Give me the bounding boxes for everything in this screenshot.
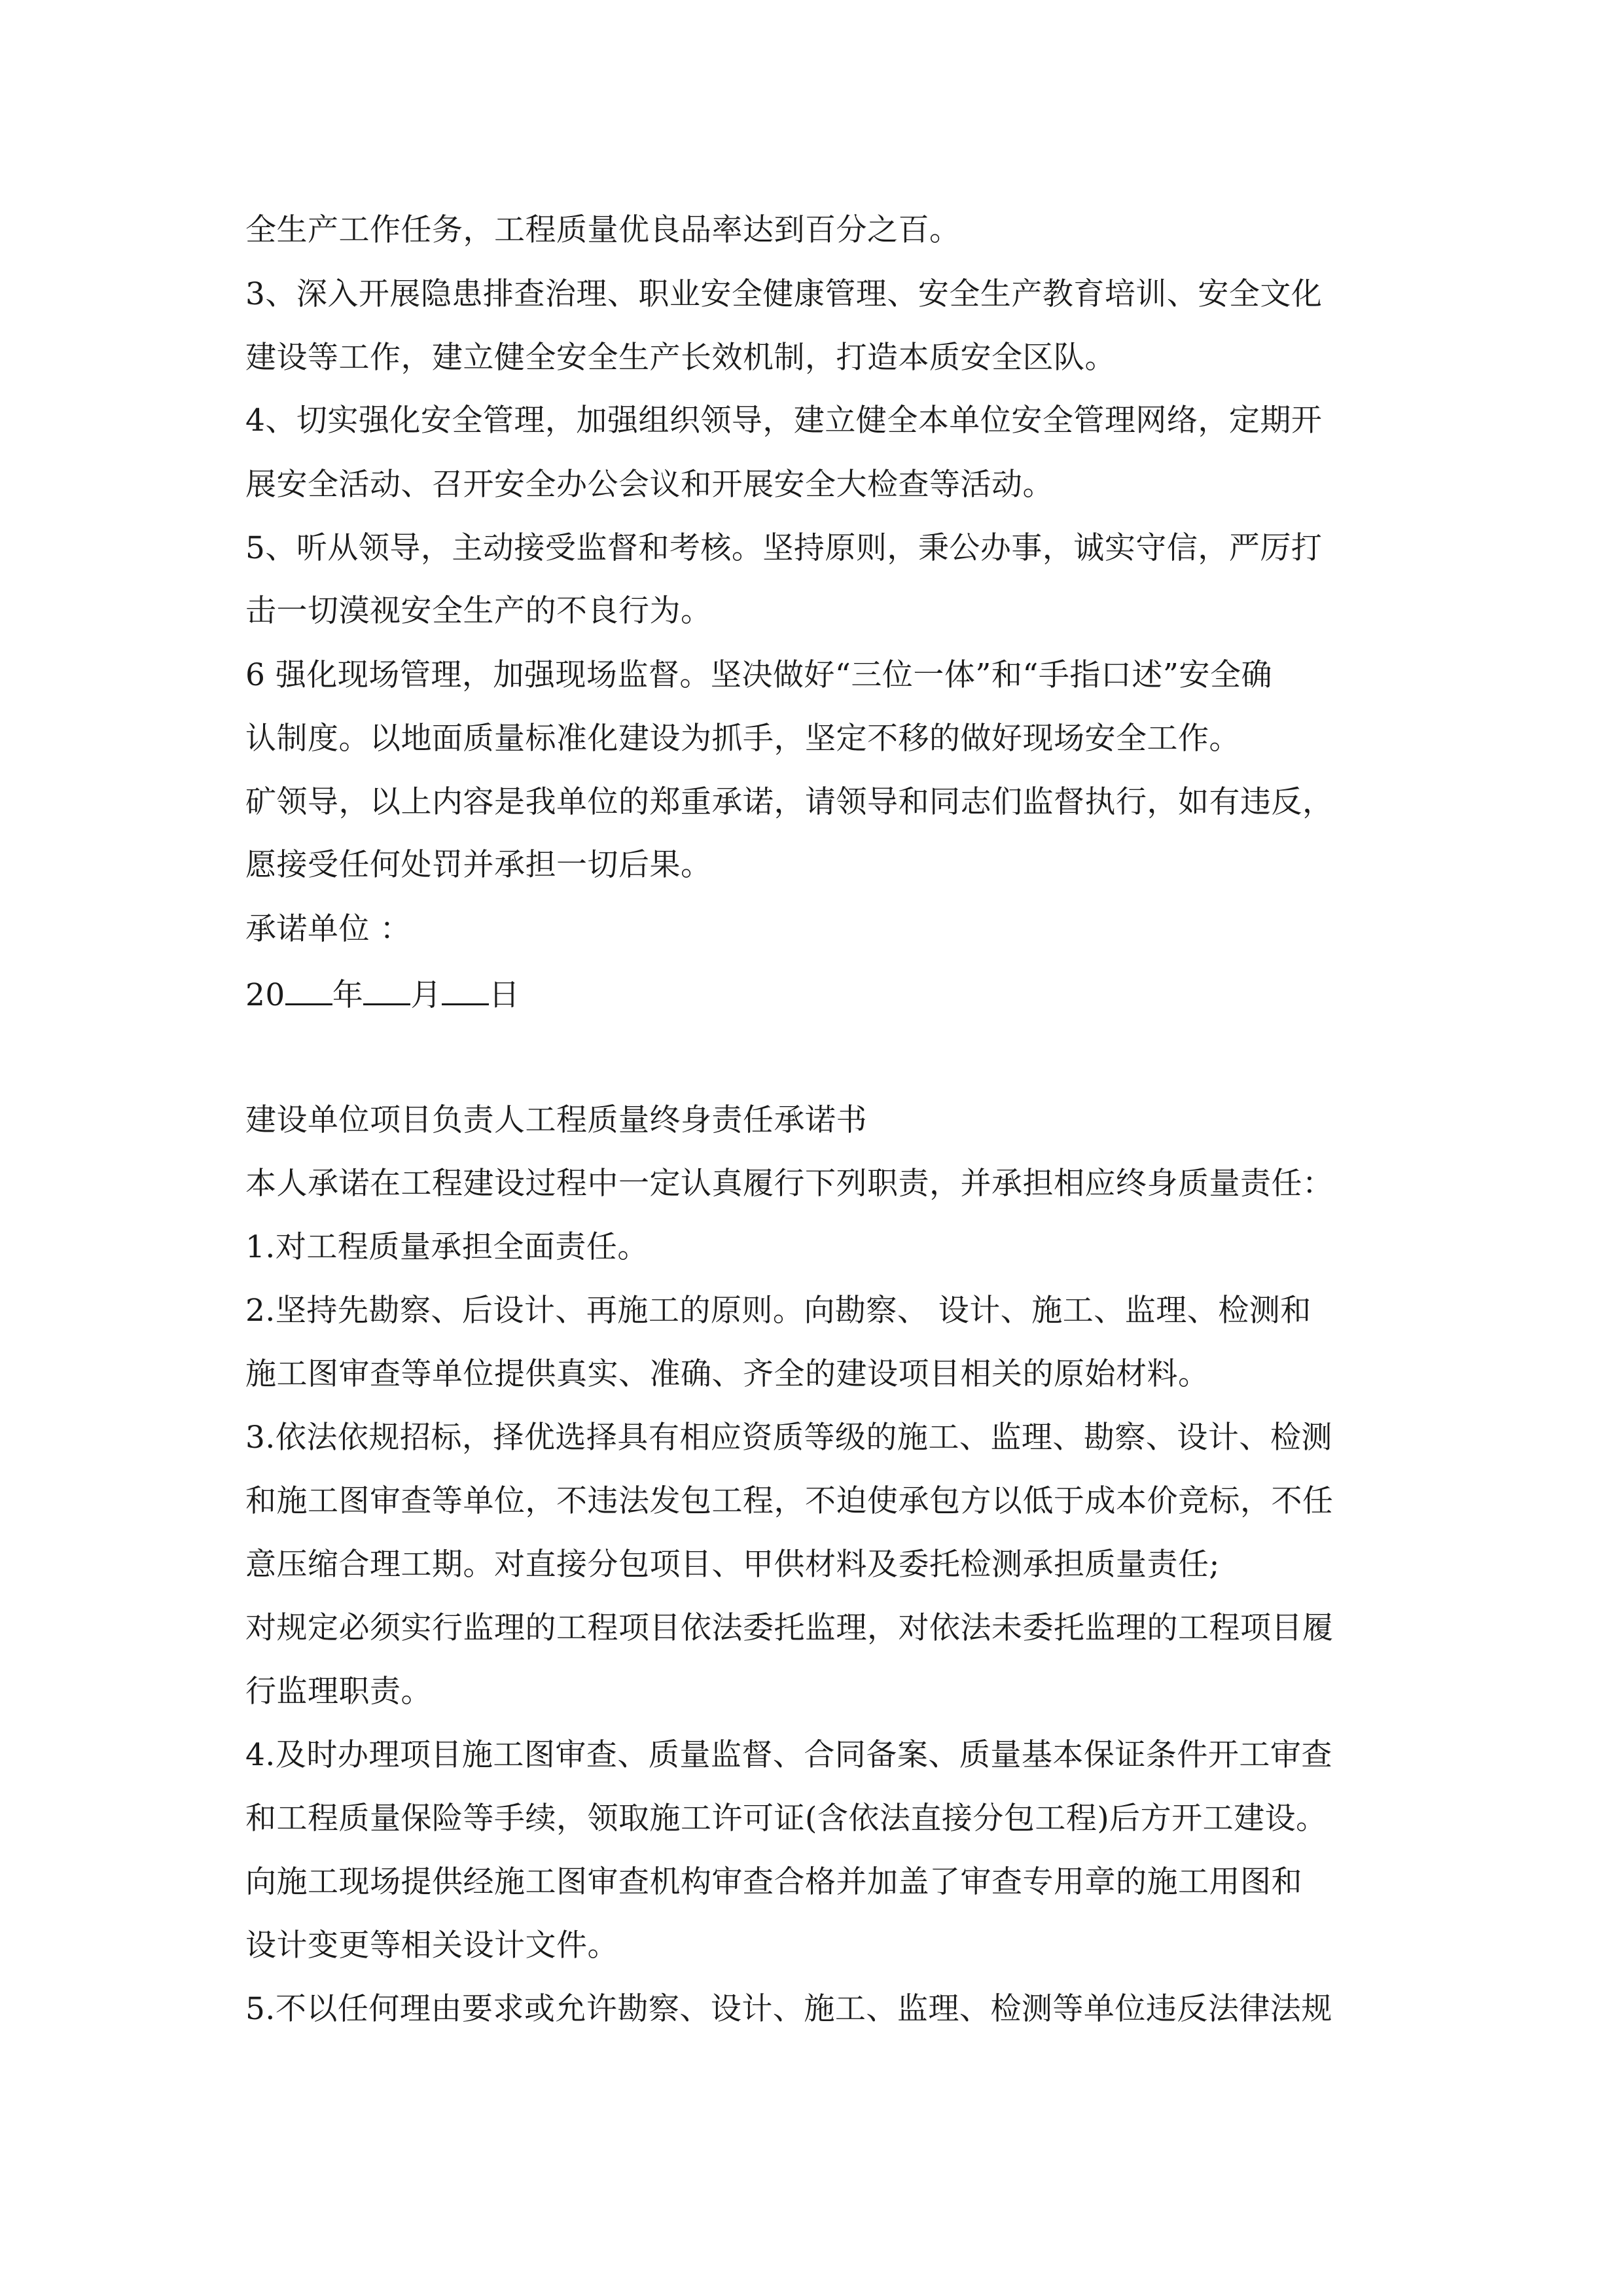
paragraph-line: 矿领导，以上内容是我单位的郑重承诺，请领导和同志们监督执行，如有违反，	[245, 784, 1334, 820]
date-year-prefix: 20	[245, 977, 285, 1013]
paragraph-line: 2.坚持先勘察、后设计、再施工的原则。向勘察、 设计、施工、监理、检测和	[245, 1293, 1311, 1329]
paragraph-line: 对规定必须实行监理的工程项目依法委托监理，对依法未委托监理的工程项目履	[245, 1610, 1334, 1646]
date-year-char: 年	[332, 977, 364, 1013]
paragraph-line: 全生产工作任务，工程质量优良品率达到百分之百。	[245, 212, 961, 248]
paragraph-line: 愿接受任何处罚并承担一切后果。	[245, 847, 712, 883]
paragraph-line: 击一切漠视安全生产的不良行为。	[245, 593, 712, 629]
paragraph-line: 本人承诺在工程建设过程中一定认真履行下列职责，并承担相应终身质量责任：	[245, 1166, 1334, 1202]
date-blank-month	[363, 973, 410, 1005]
paragraph-line: 向施工现场提供经施工图审查机构审查合格并加盖了审查专用章的施工用图和	[245, 1864, 1302, 1900]
date-blank-year	[285, 973, 332, 1005]
paragraph-line: 4、切实强化安全管理，加强组织领导，建立健全本单位安全管理网络，定期开	[245, 403, 1323, 439]
date-month-char: 月	[410, 977, 442, 1013]
paragraph-line: 4.及时办理项目施工图审查、质量监督、合同备案、质量基本保证条件开工审查	[245, 1737, 1332, 1773]
paragraph-line: 建设等工作，建立健全安全生产长效机制，打造本质安全区队。	[245, 340, 1116, 376]
paragraph-line: 设计变更等相关设计文件。	[245, 1928, 618, 1964]
paragraph-line: 1.对工程质量承担全面责任。	[245, 1229, 649, 1265]
paragraph-line: 5.不以任何理由要求或允许勘察、设计、施工、监理、检测等单位违反法律法规	[245, 1991, 1332, 2027]
date-line	[245, 973, 520, 1015]
paragraph-line: 3.依法依规招标，择优选择具有相应资质等级的施工、监理、勘察、设计、检测	[245, 1420, 1332, 1456]
paragraph-line: 意压缩合理工期。对直接分包项目、甲供材料及委托检测承担质量责任;	[245, 1547, 1220, 1583]
paragraph-line: 认制度。以地面质量标准化建设为抓手，坚定不移的做好现场安全工作。	[245, 721, 1240, 757]
paragraph-line: 行监理职责。	[245, 1674, 432, 1710]
paragraph-line: 施工图审查等单位提供真实、准确、齐全的建设项目相关的原始材料。	[245, 1356, 1209, 1392]
paragraph-line: 和施工图审查等单位，不违法发包工程，不迫使承包方以低于成本价竞标，不任	[245, 1483, 1334, 1519]
paragraph-line: 3、深入开展隐患排查治理、职业安全健康管理、安全生产教育培训、安全文化	[245, 276, 1323, 312]
date-day-char: 日	[488, 977, 520, 1013]
signature-unit-line: 承诺单位 ：	[245, 911, 411, 947]
paragraph-line: 展安全活动、召开安全办公会议和开展安全大检查等活动。	[245, 467, 1054, 503]
paragraph-line: 6 强化现场管理，加强现场监督。坚决做好“三位一体”和“手指口述”安全确	[245, 657, 1272, 693]
paragraph-line: 5、听从领导，主动接受监督和考核。坚持原则，秉公办事，诚实守信，严厉打	[245, 530, 1323, 566]
paragraph-line: 和工程质量保险等手续，领取施工许可证(含依法直接分包工程)后方开工建设。	[245, 1801, 1327, 1837]
section-title: 建设单位项目负责人工程质量终身责任承诺书	[245, 1102, 867, 1138]
date-blank-day	[442, 973, 489, 1005]
